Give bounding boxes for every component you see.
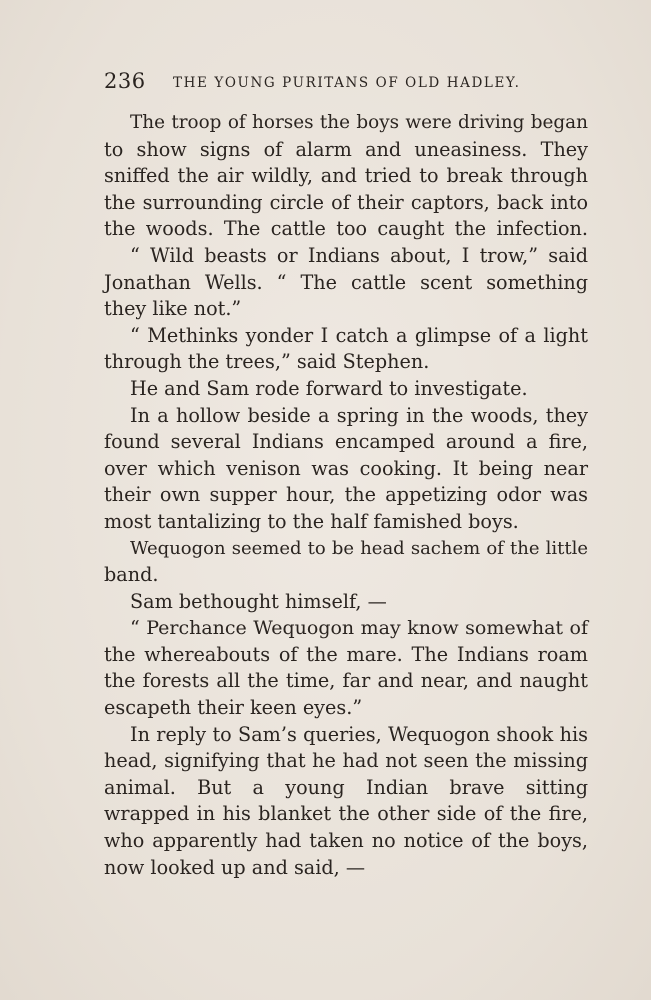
text-line: escapeth their keen eyes.” <box>104 696 363 720</box>
text-line: who apparently had taken no notice of the boys, <box>104 829 588 853</box>
page-number: 236 <box>104 69 146 93</box>
text-line: Wequogon seemed to be head sachem of the little <box>130 537 588 559</box>
text-line: In reply to Sam’s queries, Wequogon shook his <box>130 722 588 746</box>
text-line: to show signs of alarm and uneasiness. They <box>104 137 588 161</box>
text-line: the surrounding circle of their captors, back into <box>104 190 588 214</box>
text-line: “ Wild beasts or Indians about, I trow,” said <box>130 243 588 267</box>
text-line: most tantalizing to the half famished boys. <box>104 509 519 533</box>
page-header <box>104 66 536 96</box>
text-line: now looked up and said, — <box>104 855 366 879</box>
running-title: THE YOUNG PURITANS OF OLD HADLEY. <box>173 75 521 91</box>
text-line: band. <box>104 563 159 587</box>
text-line: they like not.” <box>104 297 242 321</box>
text-line: the whereabouts of the mare. The Indians roam <box>104 642 588 666</box>
text-line: head, signifying that he had not seen the missing <box>104 749 588 773</box>
text-line: the forests all the time, far and near, and naught <box>104 669 588 693</box>
text-line: “ Methinks yonder I catch a glimpse of a light <box>130 323 588 347</box>
text-line: Sam bethought himself, — <box>130 589 387 613</box>
text-line: found several Indians encamped around a fire, <box>104 430 588 454</box>
body-text <box>104 110 588 881</box>
text-line: sniffed the air wildly, and tried to break through <box>104 164 588 188</box>
text-line: animal. But a young Indian brave sitting <box>104 775 588 799</box>
text-line: through the trees,” said Stephen. <box>104 350 430 374</box>
text-line: the woods. The cattle too caught the infection. <box>104 217 588 241</box>
text-line: Jonathan Wells. “ The cattle scent something <box>104 270 588 294</box>
text-line: over which venison was cooking. It being near <box>104 456 588 480</box>
text-line: The troop of horses the boys were driving began <box>130 112 588 133</box>
text-line: wrapped in his blanket the other side of the fire, <box>104 802 588 826</box>
text-line: “ Perchance Wequogon may know somewhat of <box>130 617 588 640</box>
text-line: He and Sam rode forward to investigate. <box>130 376 528 400</box>
text-line: their own supper hour, the appetizing odor was <box>104 483 588 507</box>
text-line: In a hollow beside a spring in the woods, they <box>130 403 588 427</box>
